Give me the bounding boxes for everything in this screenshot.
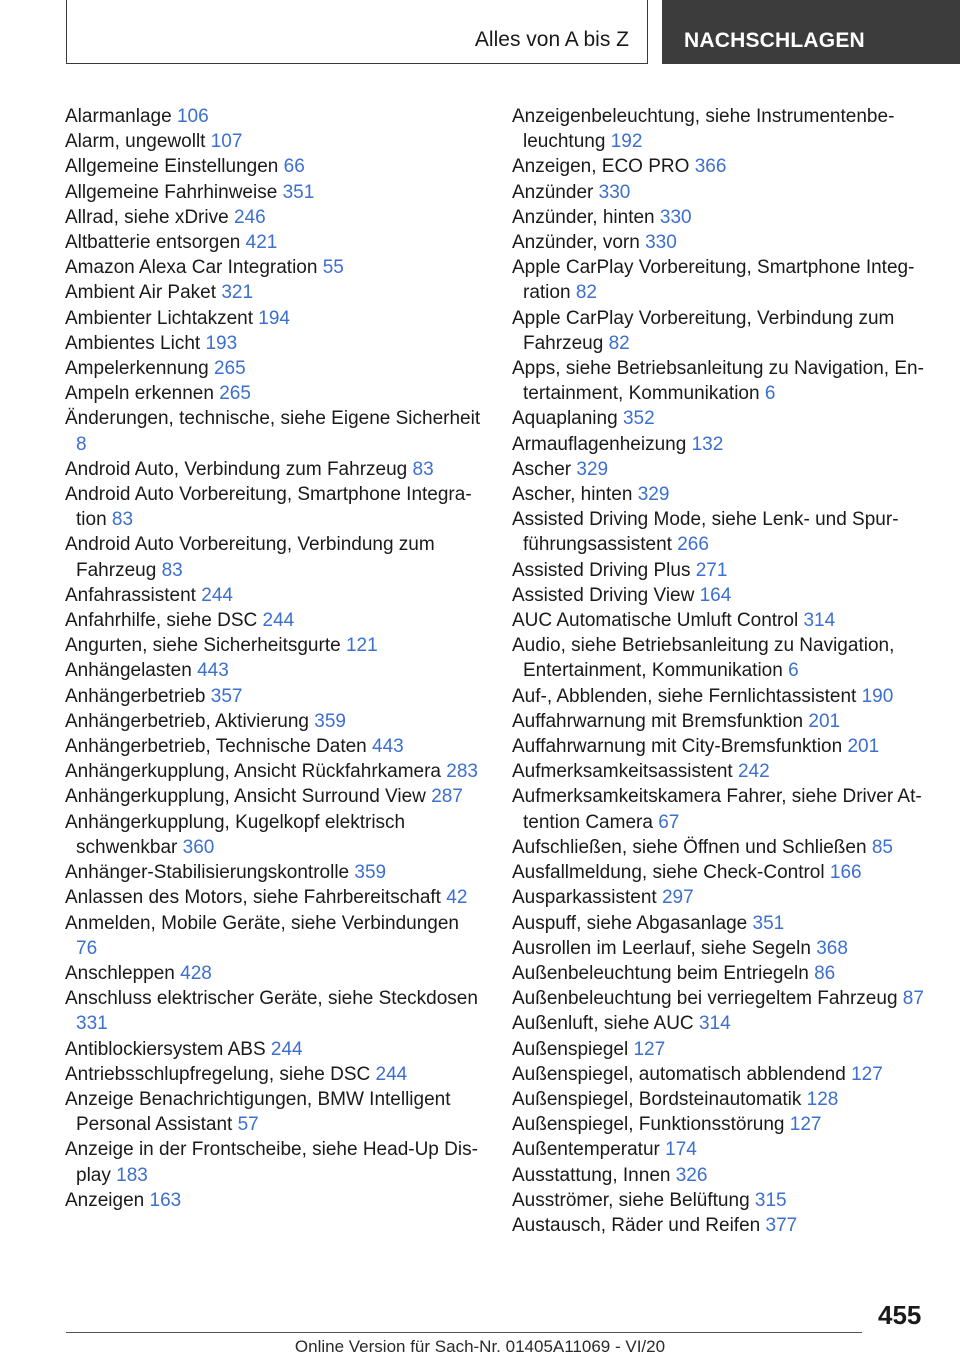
index-entry — [65, 356, 485, 381]
index-term: Ausstattung, Innen — [512, 1164, 671, 1186]
index-term: Anhängerkupplung, Kugelkopf elektrisch schwenkbar — [65, 811, 406, 858]
index-entry — [65, 810, 485, 860]
index-entry — [65, 759, 485, 784]
index-entry — [65, 180, 485, 205]
index-term: Alarmanlage — [65, 106, 172, 127]
index-entry — [65, 658, 485, 683]
index-term: Außenbeleuchtung beim Entriegeln — [512, 962, 809, 984]
page-link[interactable]: 357 — [210, 685, 243, 707]
index-term: Apple CarPlay Vorbereitung, Verbindung zum Fahrzeug — [512, 307, 895, 354]
index-term: Allgemeine Einstellungen — [65, 156, 279, 178]
index-entry — [65, 961, 485, 986]
index-entry — [512, 684, 932, 709]
index-entry — [512, 986, 932, 1011]
index-entry — [512, 255, 932, 305]
index-term: AUC Automatische Umluft Control — [512, 610, 799, 632]
index-entry — [65, 381, 485, 406]
index-entry — [512, 180, 932, 205]
page-link[interactable]: 443 — [372, 736, 404, 758]
index-term: Assisted Driving View — [512, 584, 695, 606]
index-entry — [512, 633, 932, 683]
index-entry — [65, 1188, 485, 1213]
page-link[interactable]: 265 — [213, 358, 246, 380]
index-term: Außenspiegel — [512, 1038, 629, 1060]
page-link[interactable]: 83 — [412, 458, 434, 480]
index-term: Außenspiegel, Bordsteinautomatik — [512, 1088, 802, 1110]
page-link[interactable]: 127 — [851, 1063, 883, 1085]
page-link[interactable]: 330 — [598, 181, 631, 203]
page-link[interactable]: 201 — [847, 736, 880, 758]
page-link[interactable]: 443 — [197, 660, 229, 682]
index-term: Auffahrwarnung mit City-Bremsfunktion — [512, 736, 843, 758]
page-link[interactable]: 8 — [76, 433, 87, 455]
index-term: Ascher, hinten — [512, 484, 633, 506]
index-term: Ambienter Lichtakzent — [65, 307, 253, 329]
index-entry — [512, 1188, 932, 1213]
index-entry — [65, 1062, 485, 1087]
index-term: Anhängerbetrieb, Technische Daten — [65, 736, 367, 758]
index-entry — [512, 885, 932, 910]
index-term: Antriebsschlupfregelung, siehe DSC — [65, 1063, 371, 1085]
index-term: Außenbeleuchtung bei verriegeltem Fahrzeug — [512, 988, 898, 1010]
page-link[interactable]: 360 — [182, 836, 215, 858]
page-link[interactable]: 368 — [816, 937, 848, 959]
index-entry — [512, 507, 932, 557]
index-entry — [512, 1011, 932, 1036]
index-entry — [65, 608, 485, 633]
index-entry — [512, 936, 932, 961]
index-term: Apple CarPlay Vorbereitung, Smartphone Integration — [512, 257, 915, 304]
index-term: Anschluss elektrischer Geräte, siehe Steckdosen — [65, 988, 478, 1010]
index-term: Anzünder — [512, 181, 594, 203]
index-term: Anzeigenbeleuchtung, siehe Instrumentenbeleuchtung — [512, 106, 895, 153]
index-entry — [512, 154, 932, 179]
page-link[interactable]: 352 — [622, 408, 655, 430]
index-entry — [65, 230, 485, 255]
page-link[interactable]: 190 — [861, 685, 894, 707]
index-term: Ampeln erkennen — [65, 383, 214, 405]
page-link[interactable]: 321 — [221, 282, 254, 304]
index-entry — [65, 104, 485, 129]
index-entry — [512, 583, 932, 608]
page-number: 455 — [878, 1300, 922, 1330]
index-entry — [512, 558, 932, 583]
index-term: Android Auto, Verbindung zum Fahrzeug — [65, 458, 408, 480]
page-link[interactable]: 66 — [283, 156, 305, 178]
index-term: Austausch, Räder und Reifen — [512, 1214, 761, 1236]
page-link[interactable]: 132 — [691, 433, 724, 455]
index-term: Anzeigen, ECO PRO — [512, 156, 690, 178]
page-link[interactable]: 57 — [237, 1114, 259, 1136]
page-link[interactable]: 359 — [354, 862, 387, 884]
index-term: Aufschließen, siehe Öffnen und Schließen — [512, 836, 867, 858]
index-entry — [512, 784, 932, 834]
index-entry — [512, 608, 932, 633]
index-entry — [65, 885, 485, 910]
index-term: Anfahrassistent — [65, 584, 196, 606]
index-term: Aufmerksamkeitskamera Fahrer, siehe Driver Attention Camera — [512, 786, 922, 833]
page-link[interactable]: 127 — [789, 1114, 822, 1136]
index-term: Assisted Driving Plus — [512, 559, 691, 581]
page-link[interactable]: 265 — [219, 383, 251, 405]
footer-divider — [66, 1332, 862, 1333]
index-term: Anzeigen — [65, 1189, 145, 1211]
index-entry — [65, 532, 485, 582]
index-entry — [65, 784, 485, 809]
index-entry — [512, 1087, 932, 1112]
page-link[interactable]: 244 — [375, 1063, 408, 1085]
page-link[interactable]: 86 — [814, 962, 836, 984]
index-entry — [512, 104, 932, 154]
page-link[interactable]: 315 — [754, 1189, 787, 1211]
page-link[interactable]: 82 — [575, 282, 597, 304]
page-link[interactable]: 359 — [314, 710, 346, 732]
index-term: Alarm, ungewollt — [65, 131, 206, 153]
index-term: Apps, siehe Betriebsanleitung zu Navigation, Entertainment, Kommunikation — [512, 358, 924, 405]
index-entry — [65, 457, 485, 482]
page-link[interactable]: 287 — [431, 786, 463, 808]
index-term: Antiblockiersystem ABS — [65, 1038, 266, 1060]
page-link[interactable]: 83 — [161, 559, 183, 581]
page-link[interactable]: 194 — [258, 307, 290, 329]
page-link[interactable]: 121 — [345, 635, 378, 657]
page-link[interactable]: 127 — [633, 1038, 666, 1060]
index-term: Anhängelasten — [65, 660, 192, 682]
page-link[interactable]: 174 — [665, 1139, 697, 1161]
page-link[interactable]: 266 — [677, 534, 709, 556]
index-term: Altbatterie entsorgen — [65, 232, 241, 254]
page-link[interactable]: 6 — [788, 660, 799, 682]
index-entry — [65, 406, 485, 456]
index-term: Ambient Air Paket — [65, 282, 217, 304]
index-entry — [512, 1062, 932, 1087]
index-entry — [512, 860, 932, 885]
page-link[interactable]: 164 — [699, 584, 732, 606]
index-term: Android Auto Vorbereitung, Verbindung zum Fahrzeug — [65, 534, 435, 581]
footer-text: Online Version für Sach-Nr. 01405A11069 - VI/20 — [294, 1337, 666, 1356]
index-term: Ausfallmeldung, siehe Check-Control — [512, 862, 825, 884]
index-entry — [512, 759, 932, 784]
page-link[interactable]: 428 — [180, 962, 212, 984]
index-term: Ascher — [512, 458, 572, 480]
page-link[interactable]: 314 — [803, 610, 836, 632]
index-entry — [512, 482, 932, 507]
page-link[interactable]: 6 — [764, 383, 776, 405]
page-link[interactable]: 193 — [205, 332, 238, 354]
page-link[interactable]: 351 — [752, 912, 785, 934]
index-term: Allgemeine Fahrhinweise — [65, 181, 278, 203]
index-entry — [512, 961, 932, 986]
index-term: Ausrollen im Leerlauf, siehe Segeln — [512, 937, 811, 959]
index-entry — [65, 583, 485, 608]
page-link[interactable]: 42 — [446, 887, 468, 909]
index-entry — [65, 986, 485, 1036]
index-entry — [512, 406, 932, 431]
index-term: Anzünder, hinten — [512, 206, 655, 228]
page-link[interactable]: 76 — [76, 937, 98, 959]
page-link[interactable]: 67 — [658, 811, 680, 833]
index-entry — [512, 205, 932, 230]
header-frame — [66, 0, 648, 64]
index-term: Anfahrhilfe, siehe DSC — [65, 610, 258, 632]
page-link[interactable]: 329 — [576, 458, 609, 480]
index-term: Aquaplaning — [512, 408, 618, 430]
index-term: Anschleppen — [65, 962, 175, 984]
page-link[interactable]: 244 — [201, 584, 233, 606]
index-term: Audio, siehe Betriebsanleitung zu Navigation, Entertainment, Kommunikation — [512, 635, 895, 682]
index-term: Anhängerbetrieb — [65, 685, 206, 707]
index-entry — [512, 1213, 932, 1238]
index-entry — [512, 306, 932, 356]
page-link[interactable]: 87 — [902, 988, 924, 1010]
index-term: Außenluft, siehe AUC — [512, 1013, 694, 1035]
index-entry — [512, 1112, 932, 1137]
index-term: Angurten, siehe Sicherheitsgurte — [65, 635, 341, 657]
index-term: Aufmerksamkeitsassistent — [512, 761, 733, 783]
index-entry — [512, 230, 932, 255]
page-link[interactable]: 166 — [829, 862, 862, 884]
index-term: Anmelden, Mobile Geräte, siehe Verbindungen — [65, 912, 459, 934]
page-link[interactable]: 163 — [149, 1189, 182, 1211]
page-link[interactable]: 271 — [695, 559, 728, 581]
index-entry — [65, 280, 485, 305]
index-term: Ausströmer, siehe Belüftung — [512, 1189, 750, 1211]
index-term: Armauflagenheizung — [512, 433, 687, 455]
index-entry — [65, 306, 485, 331]
page-link[interactable]: 106 — [176, 106, 209, 127]
page-link[interactable]: 331 — [76, 1013, 108, 1035]
page-link[interactable]: 244 — [270, 1038, 303, 1060]
index-term: Außenspiegel, automatisch abblendend — [512, 1063, 846, 1085]
index-entry — [512, 356, 932, 406]
index-entry — [65, 734, 485, 759]
index-entry — [65, 129, 485, 154]
index-entry — [512, 432, 932, 457]
index-term: Amazon Alexa Car Integration — [65, 257, 318, 279]
page-link[interactable]: 85 — [871, 836, 893, 858]
index-entry — [512, 911, 932, 936]
index-entry — [65, 205, 485, 230]
page-link[interactable]: 183 — [116, 1164, 148, 1186]
index-term: Anzeige Benachrichtigungen, BMW Intelligent Personal Assistant — [65, 1088, 451, 1136]
index-term: Außentemperatur — [512, 1139, 660, 1161]
index-entry — [65, 1087, 485, 1137]
index-entry — [65, 331, 485, 356]
index-entry — [65, 709, 485, 734]
index-term: Ambientes Licht — [65, 332, 201, 354]
chapter-tab[interactable]: NACHSCHLAGEN — [662, 0, 960, 64]
section-title: Alles von A bis Z — [474, 28, 629, 51]
page-link[interactable]: 246 — [233, 206, 266, 228]
page-link[interactable]: 297 — [661, 887, 694, 909]
index-entry — [65, 154, 485, 179]
index-term: Ampelerkennung — [65, 358, 209, 380]
index-term: Anhängerbetrieb, Aktivierung — [65, 710, 309, 732]
index-entry — [512, 457, 932, 482]
index-entry — [512, 709, 932, 734]
page-link[interactable]: 82 — [608, 332, 630, 354]
page-link[interactable]: 283 — [446, 761, 478, 783]
index-term: Anzünder, vorn — [512, 232, 640, 254]
index-term: Auf-, Abblenden, siehe Fernlichtassistent — [512, 685, 857, 707]
index-term: Auffahrwarnung mit Bremsfunktion — [512, 710, 804, 732]
page-link[interactable]: 351 — [282, 181, 315, 203]
page-link[interactable]: 83 — [111, 509, 134, 531]
page-link[interactable]: 244 — [262, 610, 295, 632]
index-term: Anzeige in der Frontscheibe, siehe Head-Up Display — [65, 1139, 478, 1186]
index-entry — [65, 860, 485, 885]
index-entry — [65, 255, 485, 280]
index-column-left — [65, 104, 485, 1213]
index-entry — [512, 835, 932, 860]
index-term: Anhängerkupplung, Ansicht Surround View — [65, 786, 426, 808]
index-term: Auspuff, siehe Abgasanlage — [512, 912, 748, 934]
index-term: Anlassen des Motors, siehe Fahrbereitschaft — [65, 887, 441, 909]
index-entry — [65, 684, 485, 709]
index-entry — [65, 911, 485, 961]
page-link[interactable]: 192 — [610, 131, 643, 153]
index-entry — [65, 633, 485, 658]
page-link[interactable]: 314 — [698, 1013, 731, 1035]
index-entry — [512, 734, 932, 759]
index-term: Anhängerkupplung, Ansicht Rückfahrkamera — [65, 761, 442, 783]
index-term: Außenspiegel, Funktionsstörung — [512, 1114, 785, 1136]
page-link[interactable]: 366 — [694, 156, 727, 178]
page-link[interactable]: 128 — [806, 1088, 839, 1110]
page-link[interactable]: 201 — [808, 710, 841, 732]
index-entry — [512, 1037, 932, 1062]
index-term: Ausparkassistent — [512, 887, 657, 909]
page-link[interactable]: 242 — [737, 761, 770, 783]
page-link[interactable]: 107 — [210, 131, 243, 153]
page-link[interactable]: 330 — [659, 206, 692, 228]
index-entry — [65, 482, 485, 532]
index-term: Allrad, siehe xDrive — [65, 206, 229, 228]
index-entry — [65, 1037, 485, 1062]
index-term: Android Auto Vorbereitung, Smartphone Integration — [65, 484, 472, 531]
page-link[interactable]: 421 — [245, 232, 278, 254]
page-link[interactable]: 330 — [645, 232, 677, 254]
page-link[interactable]: 55 — [322, 257, 344, 279]
index-column-right — [512, 104, 932, 1238]
page-link[interactable]: 329 — [637, 484, 670, 506]
index-entry — [512, 1137, 932, 1162]
index-entry — [65, 1137, 485, 1187]
page-link[interactable]: 326 — [675, 1164, 708, 1186]
index-entry — [512, 1163, 932, 1188]
page-link[interactable]: 377 — [765, 1214, 798, 1236]
index-term: Assisted Driving Mode, siehe Lenk- und Spurführungsassistent — [512, 509, 899, 556]
index-term: Anhänger-Stabilisierungskontrolle — [65, 862, 350, 884]
index-term: Änderungen, technische, siehe Eigene Sicherheit — [65, 408, 481, 430]
